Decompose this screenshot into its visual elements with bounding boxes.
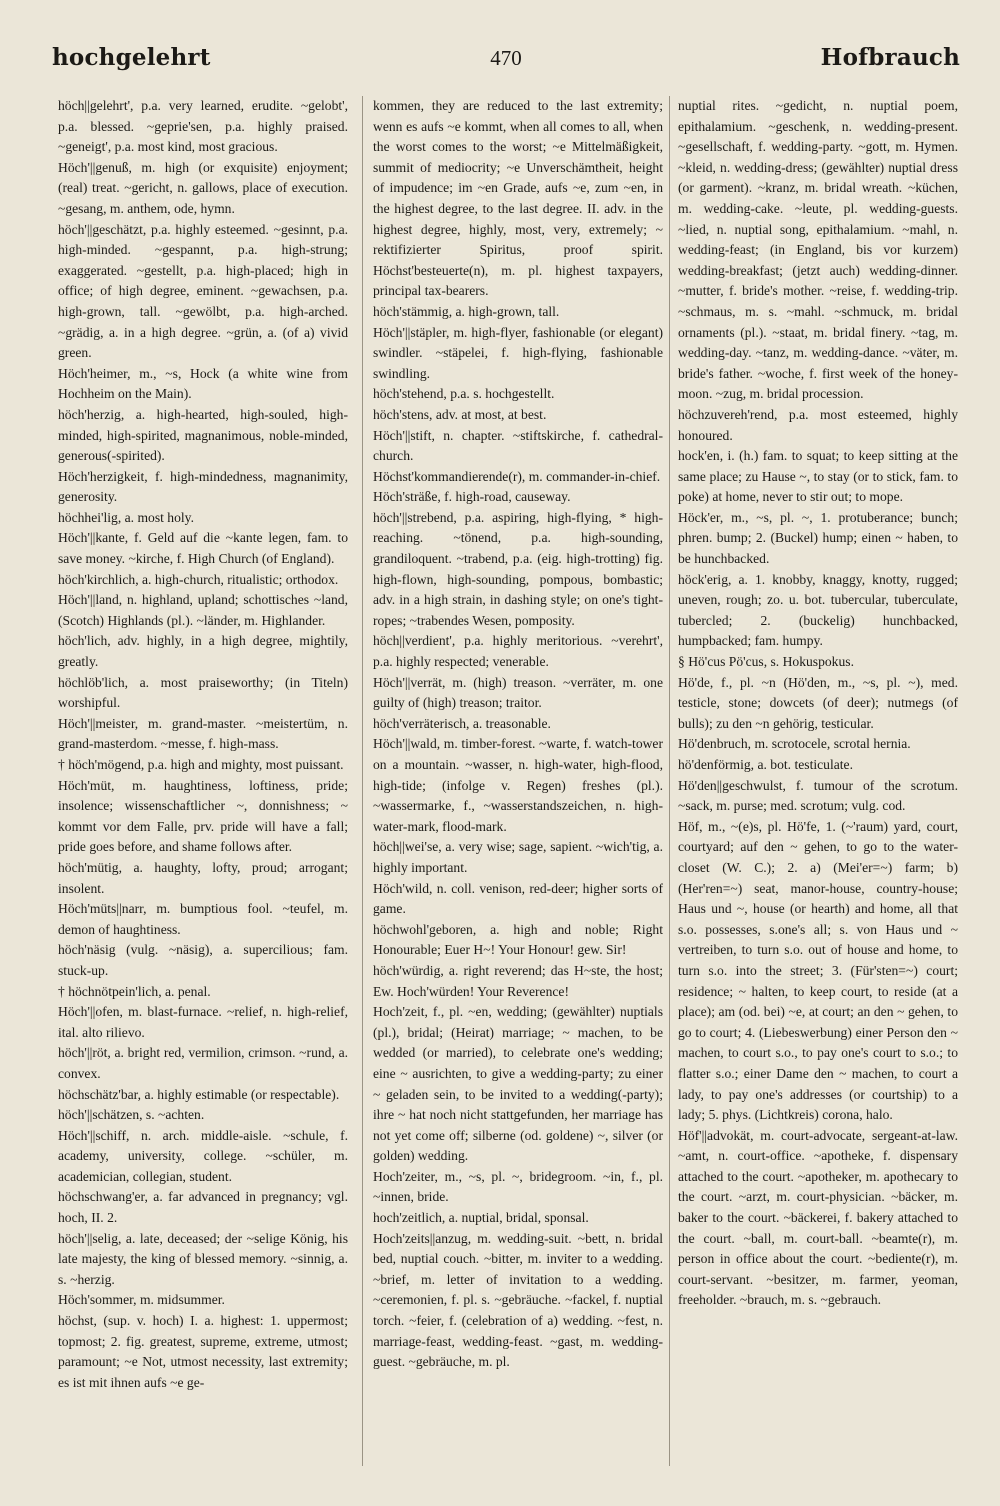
dictionary-entry: Hoch'zeiter, m., ~s, pl. ~, bridegroom. ~in, f., pl. ~innen, bride.: [373, 1168, 663, 1205]
dictionary-entry: Höf, m., ~(e)s, pl. Hö'fe, 1. (~'raum) yard, court, courtyard; auf den ~ gehen, to go to the water-closet (W. C.); 2. a) (Mei'er=~) farm; b) (Her'ren=~) seat, manor-house, country-house; Haus und ~, house (or hearth) and home, all that s.o. possesses, s.one's all; s. von Haus und ~ vertreiben, to turn s.o. out of house and home, to turn s.o. into the street; 3. (Für'sten=~) court; residence; ~ halten, to keep court, to reside (at a place); am (od. bei) ~e, at court; an den ~ gehen, to go to court; 4. (Liebeswerbung) einer Person den ~ machen, to court s.o., to pay one's court to s.o.; to flatter s.o.; einer Dame den ~ machen, to court a lady, to pay one's addresses (or courtship) to a lady; 5. phys. (Lichtkreis) corona, halo.: [678, 818, 958, 1123]
column-left: [58, 96, 348, 1466]
dictionary-entry: Höch'||wald, m. timber-forest. ~warte, f. watch-tower on a mountain. ~wasser, n. high-water, high-flood, high-tide; (infolge v. Regen) freshes (pl.). ~wassermarke, f., ~wasserstandszeichen, n. high-water-mark, flood-mark.: [373, 736, 663, 834]
dictionary-entry: höch'||strebend, p.a. aspiring, high-flying, * high-reaching. ~tönend, p.a. high-sounding, grandiloquent. ~trabend, p.a. (eig. high-trotting) fig. high-flown, high-sounding, pompous, bombastic; adv. in a high strain, in dashing style; on one's tight-ropes; ~trabendes Wesen, pomposity.: [373, 509, 663, 628]
dictionary-entry: höch'würdig, a. right reverend; das H~ste, the host; Ew. Hoch'würden! Your Reverence!: [373, 962, 663, 999]
dictionary-entry: höchschwang'er, a. far advanced in pregnancy; vgl. hoch, II. 2.: [58, 1189, 348, 1226]
dictionary-entry: höch'||röt, a. bright red, vermilion, crimson. ~rund, a. convex.: [58, 1045, 348, 1081]
dictionary-entry: höch'||schätzen, s. ~achten.: [58, 1107, 205, 1123]
dictionary-entry: höch'lich, adv. highly, in a high degree, mightily, greatly.: [58, 633, 348, 670]
dictionary-entry: höchhei'lig, a. most holy.: [58, 509, 194, 525]
dictionary-entry: hock'en, i. (h.) fam. to squat; to keep sitting at the same place; zu Hause ~, to stay (or to stick, fam. to poke) at home, never to stir out; to mope.: [678, 448, 958, 505]
dictionary-entry: hö'denförmig, a. bot. testiculate.: [678, 757, 853, 772]
dictionary-entry: höch'||selig, a. late, deceased; der ~selige König, his late majesty, the king of blessed memory. ~sinnig, a. s. ~herzig.: [58, 1230, 348, 1287]
column-right: [678, 96, 958, 1466]
dictionary-entry: § Hö'cus Pö'cus, s. Hokuspokus.: [678, 654, 854, 670]
dictionary-entry: Hö'den||geschwulst, f. tumour of the scrotum. ~sack, m. purse; med. scrotum; vulg. cod.: [678, 777, 958, 814]
dictionary-entry: höch'stehend, p.a. s. hochgestellt.: [373, 386, 555, 402]
dictionary-entry: Höch'sommer, m. midsummer.: [58, 1292, 225, 1308]
dictionary-entry: Höch'||stäpler, m. high-flyer, fashionable (or elegant) swindler. ~stäpelei, f. high-flying, fashionable swindling.: [373, 324, 663, 381]
dictionary-entry: höch||wei'se, a. very wise; sage, sapient. ~wich'tig, a. highly important.: [373, 839, 663, 875]
dictionary-entry: Hoch'zeits||anzug, m. wedding-suit. ~bett, n. bridal bed, nuptial couch. ~bitter, m. inviter to a wedding. ~brief, m. letter of invitation to a wedding. ~ceremonien, f. pl. s. ~gebräuche. ~fackel, f. nuptial torch. ~feier, f. (celebration of a) wedding. ~fest, n. marriage-feast, wedding-feast. ~gast, m. wedding-guest. ~gebräuche, m. pl.: [373, 1230, 663, 1370]
dictionary-entry: Höchst'kommandierende(r), m. commander-in-chief.: [373, 468, 661, 484]
dictionary-entry: † höchnötpein'lich, a. penal.: [58, 983, 211, 999]
dictionary-entry: höch'näsig (vulg. ~näsig), a. supercilious; fam. stuck-up.: [58, 942, 348, 978]
dictionary-entry: Höch'heimer, m., ~s, Hock (a white wine from Hochheim on the Main).: [58, 365, 348, 402]
dictionary-entry: höchst, (sup. v. hoch) I. a. highest: 1. uppermost; topmost; 2. fig. greatest, supreme, extreme, utmost; paramount; ~e Not, utmost necessity, last extremity; es ist mit ihnen aufs ~e ge-: [58, 1313, 348, 1390]
left-guide-word: hochgelehrt: [52, 44, 211, 71]
dictionary-entry: Höch'||land, n. highland, upland; schottisches ~land, (Scotch) Highlands (pl.). ~länder, m. Highlander.: [58, 592, 348, 628]
dictionary-entry: höchzuvereh'rend, p.a. most esteemed, highly honoured.: [678, 406, 958, 443]
dictionary-entry: höch||verdient', p.a. highly meritorious. ~verehrt', p.a. highly respected; venerable.: [373, 633, 663, 670]
dictionary-entry: höch'stens, adv. at most, at best.: [373, 406, 547, 422]
dictionary-entry: höchlöb'lich, a. most praiseworthy; (in Titeln) worshipful.: [58, 674, 348, 711]
dictionary-entry: Höch'||kante, f. Geld auf die ~kante legen, fam. to save money. ~kirche, f. High Church (of England).: [58, 530, 348, 567]
dictionary-entry: kommen, they are reduced to the last extremity; wenn es aufs ~e kommt, when all comes to all, when the worst comes to the worst; ~e Mittelmäßigkeit, summit of mediocrity; ~e Unverschämtheit, height of impudence; im ~en Grade, aufs ~e, zum ~en, in the highest degree, to the last degree. II. adv. in the highest degree, highly, most, very, extremely; ~ rektifizierter Spiritus, proof spirit. Höchst'besteuerte(n), m. pl. highest taxpayers, principal tax-bearers.: [373, 98, 663, 299]
dictionary-entry: höch'herzig, a. high-hearted, high-souled, high-minded, high-spirited, magnanimous, noble-minded, generous(-spirited).: [58, 406, 348, 464]
dictionary-entry: höck'erig, a. 1. knobby, knaggy, knotty, rugged; uneven, rough; zo. u. bot. tubercular, tuberculate, tubercled; 2. (buckelig) hunchbacked, humpbacked; fam. humpy.: [678, 571, 958, 649]
dictionary-entry: Höch'||ofen, m. blast-furnace. ~relief, n. high-relief, ital. alto rilievo.: [58, 1004, 348, 1040]
dictionary-entry: Höch'||meister, m. grand-master. ~meistertüm, n. grand-masterdom. ~messe, f. high-mass.: [58, 715, 348, 752]
dictionary-entry: Höch'herzigkeit, f. high-mindedness, magnanimity, generosity.: [58, 468, 348, 505]
dictionary-entry: Höck'er, m., ~s, pl. ~, 1. protuberance; bunch; phren. bump; 2. (Buckel) hump; einen ~ haben, to be hunchbacked.: [678, 509, 958, 567]
dictionary-entry: höch'stämmig, a. high-grown, tall.: [373, 303, 560, 319]
dictionary-entry: Höch'wild, n. coll. venison, red-deer; higher sorts of game.: [373, 880, 663, 917]
dictionary-entry: Höch'müt, m. haughtiness, loftiness, pride; insolence; wissenschaftlicher ~, donnishness; ~ kommt vor dem Falle, prv. pride will have a fall; pride goes before, and shame follows after.: [58, 777, 348, 855]
dictionary-entry: Höch'||genuß, m. high (or exquisite) enjoyment; (real) treat. ~gericht, n. gallows, place of execution. ~gesang, m. anthem, ode, hymn.: [58, 159, 348, 216]
dictionary-entry: Höch'||schiff, n. arch. middle-aisle. ~schule, f. academy, university, college. ~schüler, m. academician, collegian, student.: [58, 1127, 348, 1184]
page-number: 470: [490, 46, 522, 70]
column-divider: [362, 96, 363, 1466]
page-header: [52, 44, 960, 84]
dictionary-entry: höchwohl'geboren, a. high and noble; Right Honourable; Euer H~! Your Honour! gew. Sir!: [373, 921, 663, 958]
dictionary-entry: Hoch'zeit, f., pl. ~en, wedding; (gewählter) nuptials (pl.), bridal; (Heirat) marriage; ~ machen, to be wedded (or married), to celebrate one's wedding; eine ~ ausrichten, to give a wedding-party; zu einer ~ geladen sein, to be invited to a wedding(-party); ihre ~ hat noch nicht stattgefunden, her marriage has not yet come off; silberne (od. goldene) ~, silver (or golden) wedding.: [373, 1004, 663, 1164]
dictionary-entry: nuptial rites. ~gedicht, n. nuptial poem, epithalamium. ~geschenk, n. wedding-present. ~gesellschaft, f. wedding-party. ~gott, m. Hymen. ~kleid, n. wedding-dress; (gewählter) nuptial dress (or garment). ~kranz, m. bridal wreath. ~küchen, m. wedding-cake. ~leute, pl. wedding-guests. ~lied, n. nuptial song, epithalamium. ~mahl, n. wedding-feast; (in England, bis vor kurzem) wedding-breakfast; (jetzt auch) wedding-dinner. ~mutter, f. bride's mother. ~reise, f. wedding-trip. ~schmaus, m. s. ~mahl. ~schmuck, m. bridal ornaments (pl.). ~staat, m. bridal finery. ~tag, m. wedding-day. ~tanz, m. wedding-dance. ~väter, m. bride's father. ~woche, f. first week of the honey-moon. ~zug, m. bridal procession.: [678, 98, 958, 402]
dictionary-entry: höch'||geschätzt, p.a. highly esteemed. ~gesinnt, p.a. high-minded. ~gespannt, p.a. high-strung; exaggerated. ~gestellt, p.a. high-placed; high in office; of high degree, eminent. ~gewachsen, p.a. high-grown, tall. ~gewölbt, p.a. high-arched. ~grädig, a. in a high degree. ~grün, a. (of a) vivid green.: [58, 221, 348, 361]
dictionary-entry: Höch'müts||narr, m. bumptious fool. ~teufel, m. demon of haughtiness.: [58, 901, 348, 937]
dictionary-entry: Höch'sträße, f. high-road, causeway.: [373, 489, 571, 505]
column-middle: [373, 96, 663, 1466]
dictionary-entry: † höch'mögend, p.a. high and mighty, most puissant.: [58, 757, 344, 772]
dictionary-entry: höch'verräterisch, a. treasonable.: [373, 715, 551, 731]
dictionary-entry: Hö'denbruch, m. scrotocele, scrotal hernia.: [678, 736, 911, 752]
dictionary-entry: hoch'zeitlich, a. nuptial, bridal, sponsal.: [373, 1210, 589, 1226]
dictionary-entry: höch'kirchlich, a. high-church, ritualistic; orthodox.: [58, 571, 339, 587]
right-guide-word: Hofbrauch: [820, 44, 960, 71]
dictionary-entry: Höch'||verrät, m. (high) treason. ~verräter, m. one guilty of (high) treason; traitor.: [373, 674, 663, 711]
dictionary-entry: höch'mütig, a. haughty, lofty, proud; arrogant; insolent.: [58, 859, 348, 896]
dictionary-entry: höch||gelehrt', p.a. very learned, erudite. ~gelobt', p.a. blessed. ~geprie'sen, p.a. highly praised. ~geneigt', p.a. most kind, most gracious.: [58, 98, 348, 155]
dictionary-entry: Höch'||stift, n. chapter. ~stiftskirche, f. cathedral-church.: [373, 427, 663, 464]
column-divider: [669, 96, 670, 1466]
dictionary-entry: höchschätz'bar, a. highly estimable (or respectable).: [58, 1086, 340, 1102]
dictionary-entry: Hö'de, f., pl. ~n (Hö'den, m., ~s, pl. ~), med. testicle, stone; dowcets (of deer); nutmegs (of bulls); zu den ~n gehörig, testicular.: [678, 674, 958, 731]
dictionary-entry: Höf'||advokät, m. court-advocate, sergeant-at-law. ~amt, n. court-office. ~apotheke, f. dispensary attached to the court. ~apotheker, m. apothecary to the court. ~arzt, m. court-physician. ~bäcker, m. baker to the court. ~bäckerei, f. bakery attached to the court. ~ball, m. court-ball. ~beamte(r), m. person in office about the court. ~bediente(r), m. court-servant. ~besitzer, m. farmer, yeoman, freeholder. ~brauch, m. s. ~gebrauch.: [678, 1127, 958, 1308]
